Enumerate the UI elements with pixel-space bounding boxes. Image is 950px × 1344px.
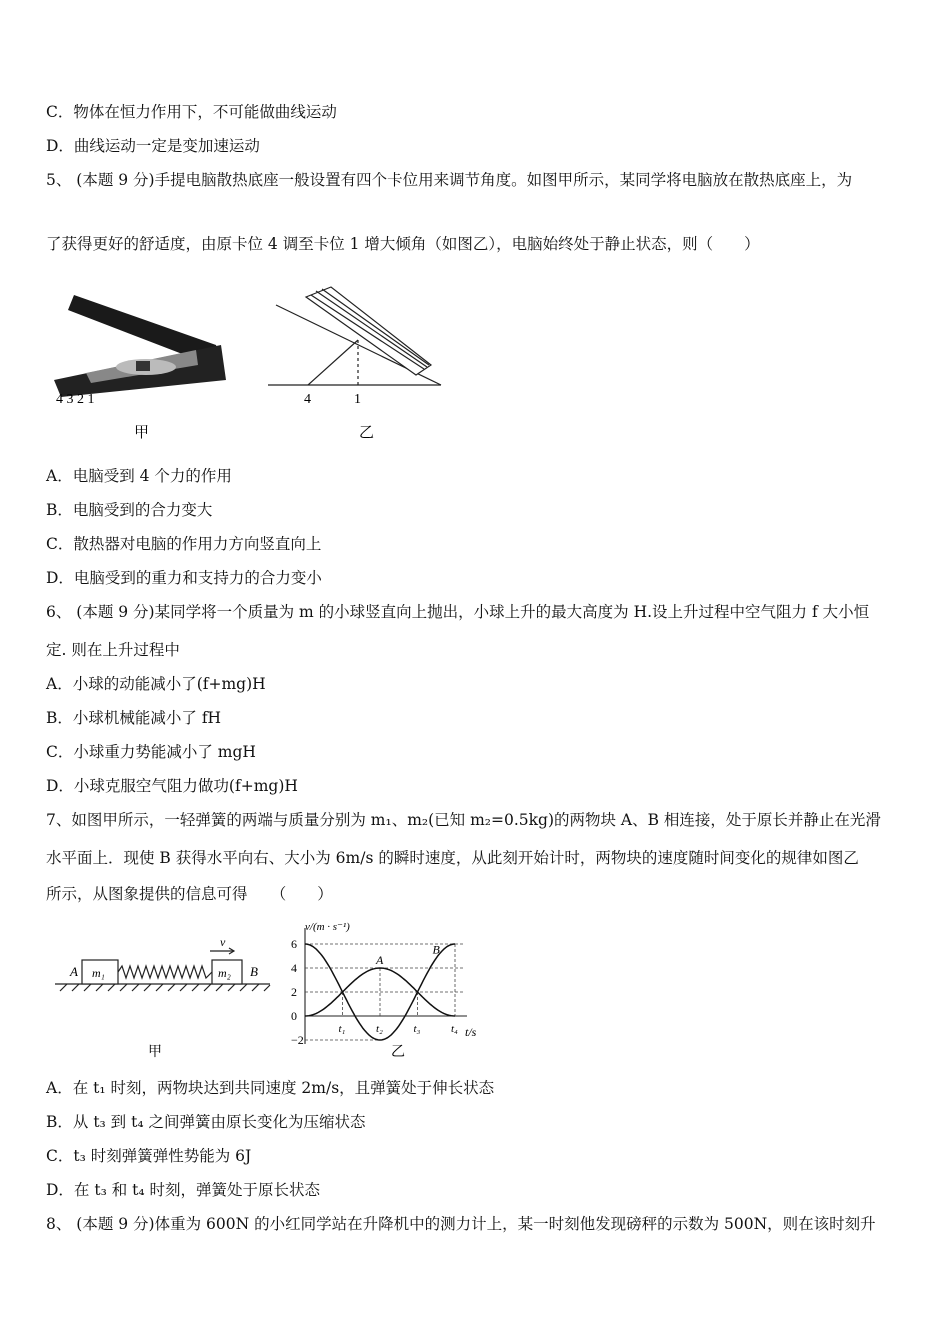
chart-y-tick: 2 [291,985,297,999]
fig7-yi-label: 乙 [391,1045,405,1060]
q7-figure [50,918,500,1070]
q5-stem-line1: 5、 (本题 9 分)手提电脑散热底座一般设置有四个卡位用来调节角度。如图甲所示，某同学将电脑放在散热底座上，为 [46,171,853,189]
chart-curve-a-label: A [376,953,384,967]
chart-x-tick: t₄ [451,1023,458,1035]
q7-option-c: C．t₃ 时刻弹簧弹性势能为 6J [46,1147,252,1165]
spring-system [55,948,270,991]
q6-option-c: C．小球重力势能减小了 mgH [46,743,256,761]
fig5-jia-label: 甲 [134,425,150,441]
fig7-jia-label: 甲 [148,1045,162,1060]
laptop-cooler-photo [54,295,226,397]
q7-option-d: D．在 t₃ 和 t₄ 时刻，弹簧处于原长状态 [46,1181,321,1199]
q5-stem-line2: 了获得更好的舒适度，由原卡位 4 调至卡位 1 增大倾角（如图乙），电脑始终处于静止状态，则（ ） [46,235,760,253]
chart-y-tick: 0 [291,1009,297,1023]
cooler-schematic [268,287,441,385]
q8-stem-line1: 8、 (本题 9 分)体重为 600N 的小红同学站在升降机中的测力计上，某一时刻他发现磅秤的示数为 500N，则在该时刻升 [46,1215,876,1233]
q7-option-a: A．在 t₁ 时刻，两物块达到共同速度 2m/s，且弹簧处于伸长状态 [46,1079,495,1097]
q7-stem-line2: 水平面上．现使 B 获得水平向右、大小为 6m/s 的瞬时速度，从此刻开始计时，两物块的速度随时间变化的规律如图乙 [46,849,859,867]
q7-stem-line1: 7、如图甲所示，一轻弹簧的两端与质量分别为 m₁、m₂(已知 m₂=0.5kg)的两物块 A、B 相连接，处于原长并静止在光滑 [46,811,881,829]
chart-y-tick: −2 [291,1033,304,1047]
pos-1-label: 1 [354,392,361,407]
chart-x-tick: t₁ [338,1023,346,1035]
chart-y-tick: 6 [291,937,297,951]
q5-option-a: A．电脑受到 4 个力的作用 [46,467,232,485]
q5-option-b: B．电脑受到的合力变大 [46,501,213,519]
chart-xlabel: t/s [465,1025,477,1039]
q5-option-d: D．电脑受到的重力和支持力的合力变小 [46,569,322,587]
block-b-label: B [250,964,258,979]
velocity-label: v [220,935,226,949]
block-a-label: A [70,964,78,979]
q6-option-b: B．小球机械能减小了 fH [46,709,222,727]
q6-stem-line2: 定. 则在上升过程中 [46,641,180,659]
chart-x-tick: t₃ [413,1023,421,1035]
q5-option-c: C．散热器对电脑的作用力方向竖直向上 [46,535,322,553]
chart-y-tick: 4 [291,961,297,975]
chart-ylabel: v/(m · s⁻¹) [305,921,350,933]
m2-label: m₂ [218,966,231,980]
m1-label: m₁ [92,966,105,980]
chart-curve-b-label: B [432,942,440,957]
q6-option-a: A．小球的动能减小了(f+mg)H [46,675,266,693]
q5-figure [46,285,466,449]
q4-option-d: D．曲线运动一定是变加速运动 [46,137,260,155]
slot-labels: 4 3 2 1 [56,392,95,407]
chart-x-tick: t₂ [376,1023,383,1035]
q7-stem-line3: 所示，从图象提供的信息可得 （ ） [46,885,333,903]
pos-4-label: 4 [304,392,311,407]
q6-stem-line1: 6、 (本题 9 分)某同学将一个质量为 m 的小球竖直向上抛出，小球上升的最大高度为 H.设上升过程中空气阻力 f 大小恒 [46,603,870,621]
q6-option-d: D．小球克服空气阻力做功(f+mg)H [46,777,298,795]
velocity-chart [291,928,467,1047]
q7-option-b: B．从 t₃ 到 t₄ 之间弹簧由原长变化为压缩状态 [46,1113,366,1131]
q4-option-c: C．物体在恒力作用下，不可能做曲线运动 [46,103,337,121]
fig5-yi-label: 乙 [359,425,375,441]
